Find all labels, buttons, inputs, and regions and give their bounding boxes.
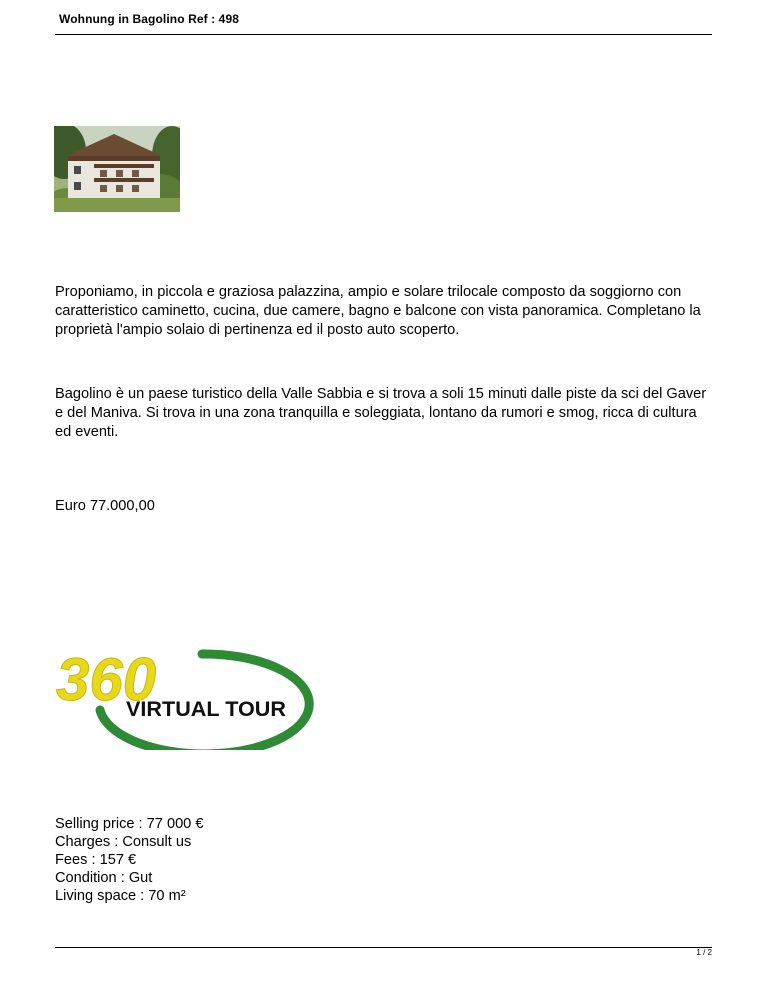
living-space: Living space : 70 m² [55, 888, 186, 904]
charges: Charges : Consult us [55, 834, 192, 850]
page-number: 1 / 2 [696, 948, 712, 957]
logo-text: VIRTUAL TOUR [126, 698, 286, 721]
property-photo [54, 126, 180, 212]
fees: Fees : 157 € [55, 852, 137, 868]
description-paragraph: Proponiamo, in piccola e graziosa palazzina, ampio e solare trilocale composto da soggiorno con caratteristico caminetto, cucina, due camere, bagno e balcone con vista panoramica. Completano la proprietà l'ampio solaio di pertinenza ed il posto auto scoperto. [55, 284, 701, 338]
logo-number: 360 [56, 646, 157, 713]
virtual-tour-logo[interactable] [52, 632, 317, 750]
price-text: Euro 77.000,00 [55, 498, 155, 514]
condition: Condition : Gut [55, 870, 153, 886]
page-title: Wohnung in Bagolino Ref : 498 [59, 12, 240, 26]
location-paragraph: Bagolino è un paese turistico della Valle Sabbia e si trova a soli 15 minuti dalle piste da sci del Gaver e del Maniva. Si trova in una zona tranquilla e soleggiata, lontano da rumori e smog, ricca di cultura ed eventi. [55, 386, 707, 440]
header-divider [55, 34, 712, 35]
selling-price: Selling price : 77 000 € [55, 816, 204, 832]
property-details [55, 815, 203, 905]
footer-divider [55, 947, 712, 948]
